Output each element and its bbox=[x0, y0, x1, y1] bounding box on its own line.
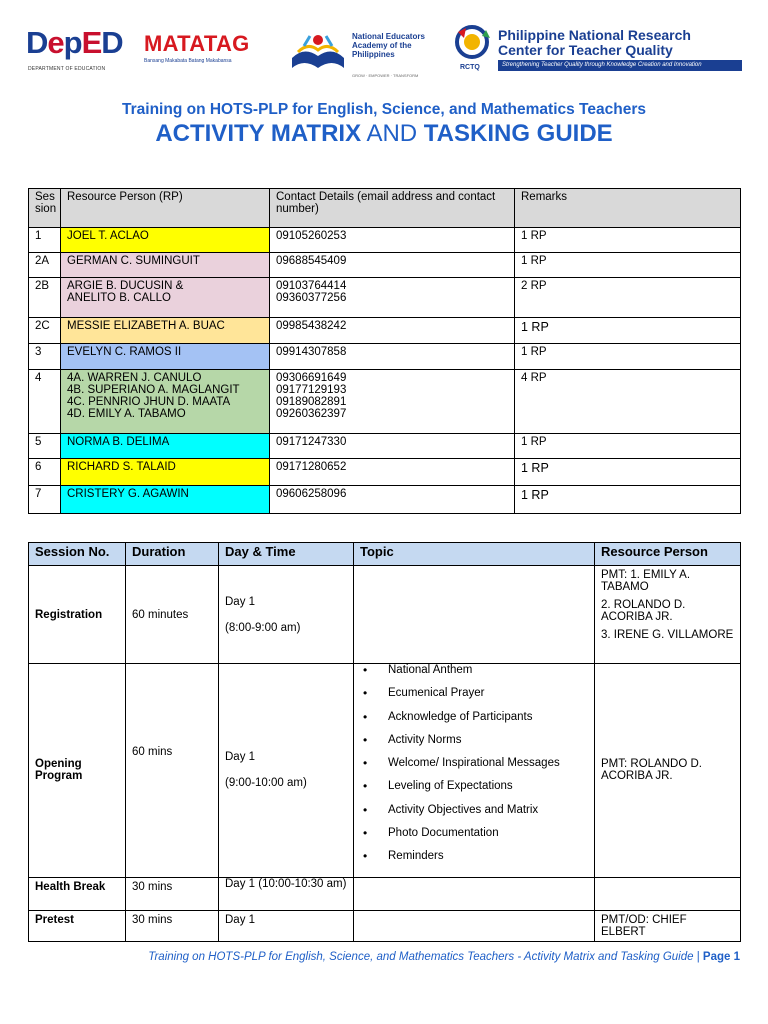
table-row bbox=[29, 910, 741, 941]
col-contact-details: Contact Details (email address and contact number) bbox=[270, 189, 515, 228]
rp-cell: NORMA B. DELIMA bbox=[61, 434, 270, 459]
remarks-cell: 1 RP bbox=[515, 318, 741, 344]
contact-cell: 09606258096 bbox=[270, 486, 515, 514]
topic-cell bbox=[354, 910, 595, 941]
rp-cell: CRISTERY G. AGAWIN bbox=[61, 486, 270, 514]
neap-logo bbox=[288, 28, 438, 78]
day-time-cell: Day 1 (10:00-10:30 am) bbox=[219, 877, 354, 910]
topic-cell bbox=[354, 877, 595, 910]
rp-cell bbox=[595, 566, 741, 664]
session-cell: 2B bbox=[29, 278, 61, 318]
day-time-cell bbox=[219, 664, 354, 878]
duration-text: 60 mins bbox=[132, 746, 173, 758]
duration-cell: 30 mins bbox=[126, 910, 219, 941]
time-text: (9:00-10:00 am) bbox=[225, 777, 307, 790]
list-item: • Welcome/ Inspirational Messages bbox=[360, 757, 588, 780]
duration-text: 60 minutes bbox=[132, 608, 189, 621]
resource-person-table bbox=[28, 188, 741, 514]
contact-cell bbox=[270, 278, 515, 318]
contact-cell: 09105260253 bbox=[270, 228, 515, 253]
remarks-cell: 1 RP bbox=[515, 434, 741, 459]
matatag-subtext: Bansang Makabata Batang Makabansa bbox=[144, 58, 232, 64]
session-cell: 6 bbox=[29, 459, 61, 486]
table-row bbox=[29, 434, 741, 459]
table-row bbox=[29, 344, 741, 370]
rp-cell bbox=[61, 370, 270, 434]
list-item: • Photo Documentation bbox=[360, 827, 588, 850]
neap-name: National Educators Academy of the Philippines bbox=[352, 32, 425, 59]
deped-logo bbox=[26, 26, 124, 78]
day-time-cell: Day 1 bbox=[219, 910, 354, 941]
title-tasking-guide: TASKING GUIDE bbox=[423, 120, 613, 147]
remarks-cell: 1 RP bbox=[515, 253, 741, 278]
rp-name: 4D. EMILY A. TABAMO bbox=[67, 408, 186, 420]
contact-number: 09103764414 bbox=[276, 280, 347, 292]
rctq-name: Philippine National Research Center for Teacher Quality bbox=[498, 27, 691, 58]
rp-name: 4A. WARREN J. CANULO bbox=[67, 372, 202, 384]
time-text: (8:00-9:00 am) bbox=[225, 621, 301, 634]
deped-subtext: DEPARTMENT OF EDUCATION bbox=[28, 66, 106, 72]
duration-cell bbox=[126, 664, 219, 878]
session-cell: Health Break bbox=[29, 877, 126, 910]
document-title bbox=[0, 120, 768, 148]
contact-number: 09360377256 bbox=[276, 292, 347, 304]
rp-cell: GERMAN C. SUMINGUIT bbox=[61, 253, 270, 278]
contact-cell: 09171247330 bbox=[270, 434, 515, 459]
session-cell: 1 bbox=[29, 228, 61, 253]
list-item: • Activity Norms bbox=[360, 734, 588, 757]
page-footer bbox=[148, 951, 740, 963]
rp-table-header bbox=[29, 189, 741, 228]
col-session-no: Session No. bbox=[29, 543, 126, 566]
rp-cell: JOEL T. ACLAO bbox=[61, 228, 270, 253]
rp-line: 2. ROLANDO D. ACORIBA JR. bbox=[601, 599, 686, 623]
rp-cell: PMT/OD: CHIEF ELBERT bbox=[595, 910, 741, 941]
day-text: Day 1 bbox=[225, 595, 256, 608]
session-cell: 7 bbox=[29, 486, 61, 514]
remarks-cell: 4 RP bbox=[515, 370, 741, 434]
rp-cell: EVELYN C. RAMOS II bbox=[61, 344, 270, 370]
remarks-cell: 2 RP bbox=[515, 278, 741, 318]
topic-cell bbox=[354, 664, 595, 878]
table-row bbox=[29, 278, 741, 318]
contact-number: 09260362397 bbox=[276, 408, 347, 420]
rp-line: PMT: 1. EMILY A. TABAMO bbox=[601, 569, 691, 593]
neap-tagline: GROW · EMPOWER · TRANSFORM bbox=[352, 73, 419, 78]
rctq-acronym: RCTQ bbox=[460, 64, 480, 71]
rctq-emblem-icon bbox=[452, 24, 496, 64]
list-item: • National Anthem bbox=[360, 664, 588, 687]
list-item: • Ecumenical Prayer bbox=[360, 687, 588, 710]
rp-cell: RICHARD S. TALAID bbox=[61, 459, 270, 486]
col-day-time: Day & Time bbox=[219, 543, 354, 566]
footer-separator: | bbox=[696, 951, 700, 963]
neap-emblem-icon bbox=[288, 28, 348, 78]
list-item: • Acknowledge of Participants bbox=[360, 711, 588, 734]
rp-name: ANELITO B. CALLO bbox=[67, 292, 171, 304]
logo-strip bbox=[0, 22, 768, 82]
table-row bbox=[29, 370, 741, 434]
rctq-tagline: Strengthening Teacher Quality through Knowledge Creation and Innovation bbox=[498, 60, 742, 71]
matatag-logo bbox=[144, 32, 268, 76]
contact-cell: 09688545409 bbox=[270, 253, 515, 278]
rp-cell: MESSIE ELIZABETH A. BUAC bbox=[61, 318, 270, 344]
contact-cell: 09914307858 bbox=[270, 344, 515, 370]
rp-name: 4C. PENNRIO JHUN D. MAATA bbox=[67, 396, 231, 408]
duration-cell: 30 mins bbox=[126, 877, 219, 910]
contact-cell bbox=[270, 370, 515, 434]
session-cell: 4 bbox=[29, 370, 61, 434]
title-and: AND bbox=[366, 120, 418, 147]
contact-number: 09189082891 bbox=[276, 396, 347, 408]
table-row bbox=[29, 253, 741, 278]
page-number: Page 1 bbox=[702, 951, 740, 963]
session-cell: 5 bbox=[29, 434, 61, 459]
col-session: Ses sion bbox=[29, 189, 61, 228]
matatag-wordmark: MATATAG bbox=[144, 31, 250, 56]
topic-cell bbox=[354, 566, 595, 664]
contact-cell: 09171280652 bbox=[270, 459, 515, 486]
footer-text: Training on HOTS-PLP for English, Science, and Mathematics Teachers - Activity Matrix and Tasking Guide bbox=[148, 951, 694, 963]
table-row bbox=[29, 228, 741, 253]
schedule-table bbox=[28, 542, 741, 942]
rp-cell bbox=[61, 278, 270, 318]
table-row bbox=[29, 318, 741, 344]
table-row bbox=[29, 459, 741, 486]
rctq-logo bbox=[452, 24, 742, 80]
day-text: Day 1 bbox=[225, 751, 256, 764]
schedule-header bbox=[29, 543, 741, 566]
list-item: • Leveling of Expectations bbox=[360, 780, 588, 803]
day-time-cell bbox=[219, 566, 354, 664]
topic-list bbox=[360, 664, 588, 874]
deped-wordmark: DepED bbox=[26, 25, 123, 60]
table-row bbox=[29, 486, 741, 514]
rp-name: 4B. SUPERIANO A. MAGLANGIT bbox=[67, 384, 240, 396]
rp-cell bbox=[595, 877, 741, 910]
document-subtitle: Training on HOTS-PLP for English, Science, and Mathematics Teachers bbox=[122, 101, 646, 118]
col-resource-person: Resource Person bbox=[595, 543, 741, 566]
session-cell: Pretest bbox=[29, 910, 126, 941]
title-activity-matrix: ACTIVITY MATRIX bbox=[155, 120, 362, 147]
col-topic: Topic bbox=[354, 543, 595, 566]
session-cell: Opening Program bbox=[29, 664, 126, 878]
table-row bbox=[29, 664, 741, 878]
session-cell: 2A bbox=[29, 253, 61, 278]
list-item: • Activity Objectives and Matrix bbox=[360, 804, 588, 827]
list-item: • Reminders bbox=[360, 850, 588, 873]
remarks-cell: 1 RP bbox=[515, 459, 741, 486]
contact-number: 09306691649 bbox=[276, 372, 347, 384]
table-row bbox=[29, 877, 741, 910]
session-cell: 2C bbox=[29, 318, 61, 344]
rp-cell: PMT: ROLANDO D. ACORIBA JR. bbox=[595, 664, 741, 878]
remarks-cell: 1 RP bbox=[515, 486, 741, 514]
col-duration: Duration bbox=[126, 543, 219, 566]
duration-cell bbox=[126, 566, 219, 664]
session-cell: Registration bbox=[29, 566, 126, 664]
remarks-cell: 1 RP bbox=[515, 344, 741, 370]
remarks-cell: 1 RP bbox=[515, 228, 741, 253]
col-resource-person: Resource Person (RP) bbox=[61, 189, 270, 228]
contact-number: 09177129193 bbox=[276, 384, 347, 396]
session-cell: 3 bbox=[29, 344, 61, 370]
rp-line: 3. IRENE G. VILLAMORE bbox=[601, 629, 734, 641]
contact-cell: 09985438242 bbox=[270, 318, 515, 344]
col-remarks: Remarks bbox=[515, 189, 741, 228]
table-row bbox=[29, 566, 741, 664]
rp-name: ARGIE B. DUCUSIN & bbox=[67, 280, 184, 292]
